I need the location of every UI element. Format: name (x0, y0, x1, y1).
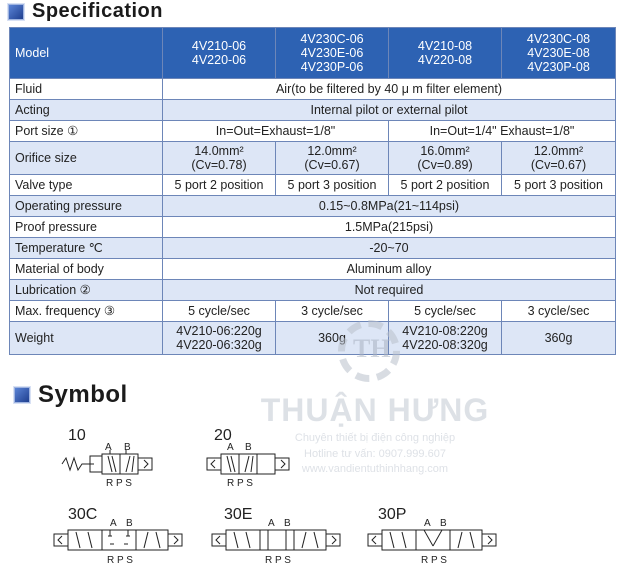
table-header-row (10, 28, 616, 79)
table-row-lubrication (10, 280, 616, 301)
specification-title: Specification (32, 0, 163, 22)
cell: 5 port 2 position (389, 175, 502, 196)
cell: 3 cycle/sec (502, 301, 616, 322)
specification-heading (8, 0, 163, 23)
svg-text:R P S: R P S (421, 555, 447, 566)
row-label: Valve type (10, 175, 163, 196)
row-label: Max. frequency ③ (10, 301, 163, 322)
cell: 0.15~0.8MPa(21~114psi) (163, 196, 616, 217)
watermark-hotline: Hotline tư vấn: 0907.999.607 (304, 448, 446, 460)
model-col-2: 4V230C-06 4V230E-06 4V230P-06 (276, 28, 389, 79)
svg-text:R P S: R P S (227, 478, 253, 489)
row-label: Operating pressure (10, 196, 163, 217)
cell: 5 port 3 position (276, 175, 389, 196)
cell: 12.0mm² (Cv=0.67) (502, 142, 616, 175)
svg-text:A: A (110, 518, 117, 529)
ports-bottom-label: R P S (106, 478, 132, 489)
symbol-label-30c: 30C (68, 506, 98, 523)
svg-text:A: A (105, 442, 112, 453)
valve-symbol-10 (60, 442, 160, 490)
model-col-1: 4V210-06 4V220-06 (163, 28, 276, 79)
svg-text:A: A (268, 518, 275, 529)
row-label: Temperature ℃ (10, 238, 163, 259)
valve-symbol-30c (52, 516, 187, 566)
row-label: Acting (10, 100, 163, 121)
table-row-operating-pressure (10, 196, 616, 217)
cell: 4V210-08:220g 4V220-08:320g (389, 322, 502, 355)
table-row-fluid (10, 79, 616, 100)
table-row-material (10, 259, 616, 280)
specification-table (9, 27, 616, 355)
cell: 3 cycle/sec (276, 301, 389, 322)
cell: In=Out=1/4" Exhaust=1/8" (389, 121, 616, 142)
table-row-port-size (10, 121, 616, 142)
table-row-acting (10, 100, 616, 121)
table-row-temperature (10, 238, 616, 259)
cell: In=Out=Exhaust=1/8" (163, 121, 389, 142)
row-label: Fluid (10, 79, 163, 100)
svg-text:R P S: R P S (107, 555, 133, 566)
cell: Internal pilot or external pilot (163, 100, 616, 121)
valve-symbol-30p (366, 516, 501, 566)
cell: -20~70 (163, 238, 616, 259)
cell: 5 port 2 position (163, 175, 276, 196)
symbol-label-20: 20 (214, 427, 232, 444)
table-row-valve-type (10, 175, 616, 196)
model-label: Model (10, 28, 163, 79)
row-label: Port size ① (10, 121, 163, 142)
square-bullet-icon (8, 4, 24, 20)
cell: Not required (163, 280, 616, 301)
cell: 360g (276, 322, 389, 355)
cell: 5 cycle/sec (163, 301, 276, 322)
row-label: Material of body (10, 259, 163, 280)
svg-text:B: B (245, 442, 252, 453)
svg-text:R P S: R P S (265, 555, 291, 566)
row-label: Proof pressure (10, 217, 163, 238)
cell: 360g (502, 322, 616, 355)
watermark-logo-text: TH (353, 334, 391, 363)
svg-text:A: A (227, 442, 234, 453)
symbol-heading (14, 381, 128, 409)
row-label: Lubrication ② (10, 280, 163, 301)
cell: 16.0mm² (Cv=0.89) (389, 142, 502, 175)
symbol-title: Symbol (38, 381, 128, 408)
svg-text:A: A (424, 518, 431, 529)
table-row-weight (10, 322, 616, 355)
cell: 12.0mm² (Cv=0.67) (276, 142, 389, 175)
table-row-orifice (10, 142, 616, 175)
symbol-label-10: 10 (68, 427, 86, 444)
cell: Air(to be filtered by 40 μ m filter element) (163, 79, 616, 100)
valve-symbol-30e (210, 516, 345, 566)
table-row-max-frequency (10, 301, 616, 322)
watermark-website: www.vandientuthinhhang.com (301, 463, 449, 475)
svg-text:B: B (284, 518, 291, 529)
square-bullet-icon (14, 387, 30, 403)
watermark-tagline: Chuyên thiết bị điện công nghiệp (294, 432, 456, 444)
cell: 1.5MPa(215psi) (163, 217, 616, 238)
svg-text:B: B (440, 518, 447, 529)
watermark-brand: THUẬN HƯNG (260, 392, 490, 428)
table-row-proof-pressure (10, 217, 616, 238)
valve-symbol-20 (205, 442, 305, 490)
svg-text:B: B (126, 518, 133, 529)
cell: 4V210-06:220g 4V220-06:320g (163, 322, 276, 355)
cell: 5 port 3 position (502, 175, 616, 196)
model-col-3: 4V210-08 4V220-08 (389, 28, 502, 79)
symbol-label-30p: 30P (378, 506, 407, 523)
row-label: Weight (10, 322, 163, 355)
svg-text:B: B (124, 442, 131, 453)
symbol-label-30e: 30E (224, 506, 253, 523)
cell: Aluminum alloy (163, 259, 616, 280)
model-col-4: 4V230C-08 4V230E-08 4V230P-08 (502, 28, 616, 79)
row-label: Orifice size (10, 142, 163, 175)
cell: 14.0mm² (Cv=0.78) (163, 142, 276, 175)
cell: 5 cycle/sec (389, 301, 502, 322)
